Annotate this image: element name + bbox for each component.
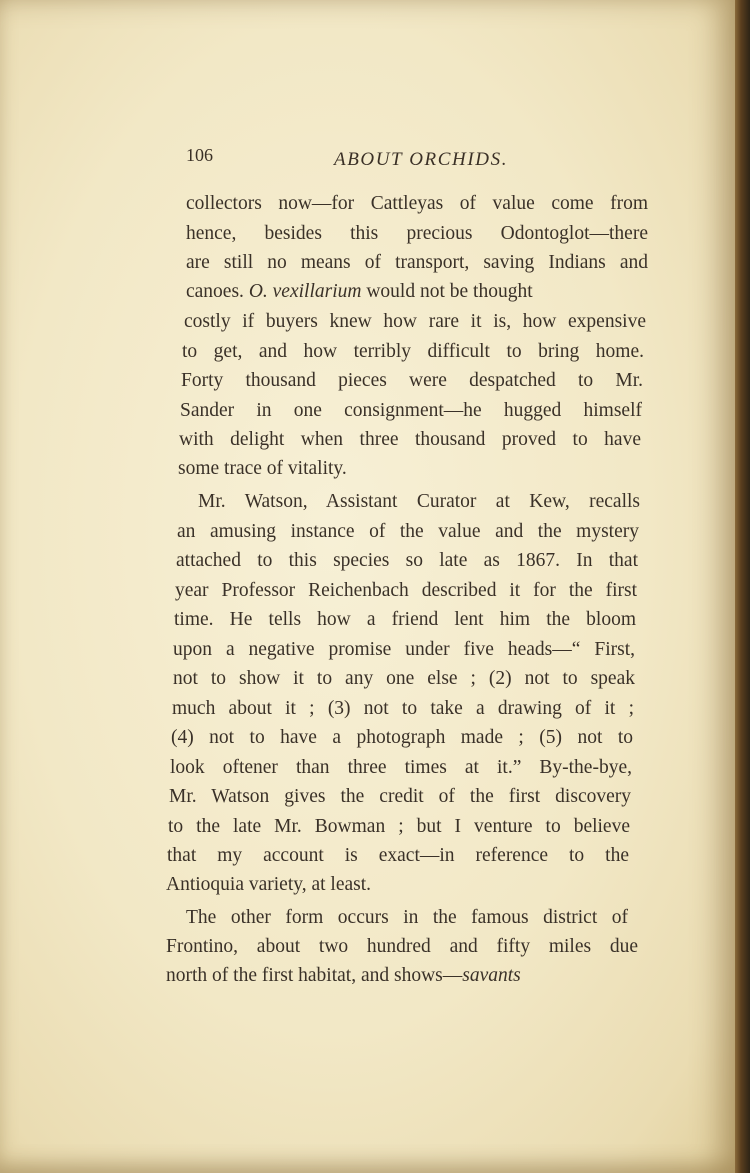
text-line: to get, and how terribly difficult to bring home. [182, 341, 644, 362]
text-line: Mr. Watson gives the credit of the first discovery [169, 786, 631, 807]
text-line: year Professor Reichenbach described it for the first [175, 580, 637, 601]
text-line: Antioquia variety, at least. [166, 874, 372, 895]
text-line: much about it ; (3) not to take a drawing of it ; [172, 698, 634, 719]
text-line: The other form occurs in the famous district of [186, 907, 628, 928]
text-line: Frontino, about two hundred and fifty miles due [166, 936, 638, 957]
line-text: would not be thought [361, 281, 533, 302]
text-line: an amusing instance of the value and the mystery [177, 521, 639, 542]
text-line: time. He tells how a friend lent him the bloom [174, 609, 636, 630]
species-name: O. vexillarium [248, 281, 362, 302]
text-line [186, 280, 648, 304]
text-line: upon a negative promise under five heads—“ First, [173, 639, 635, 660]
text-line: costly if buyers knew how rare it is, how expensive [184, 311, 646, 332]
text-line: (4) not to have a photograph made ; (5) not to [171, 727, 633, 748]
text-line [166, 964, 521, 988]
text-line: to the late Mr. Bowman ; but I venture to believe [168, 816, 630, 837]
text-line: attached to this species so late as 1867. In that [176, 550, 638, 571]
page-number: 106 [186, 145, 213, 165]
text-line: with delight when three thousand proved to have [179, 429, 641, 450]
text-line: look oftener than three times at it.” By-the-bye, [170, 757, 632, 778]
text-line: Sander in one consignment—he hugged himself [180, 400, 642, 421]
line-text: north of the first habitat, and shows— [166, 965, 463, 986]
text-line: hence, besides this precious Odontoglot—there [186, 223, 648, 244]
text-line: some trace of vitality. [178, 458, 347, 479]
text-line: Mr. Watson, Assistant Curator at Kew, recalls [198, 491, 640, 512]
text-line: not to show it to any one else ; (2) not to speak [173, 668, 635, 689]
page-header [186, 145, 656, 179]
text-line: that my account is exact—in reference to the [167, 845, 629, 866]
text-line: are still no means of transport, saving Indians and [186, 252, 648, 273]
text-line: collectors now—for Cattleyas of value come from [186, 193, 648, 214]
line-text: canoes. [186, 281, 249, 302]
book-spine-edge [735, 0, 750, 1173]
text-line: Forty thousand pieces were despatched to Mr. [181, 370, 643, 391]
running-head: ABOUT ORCHIDS. [334, 149, 509, 170]
italic-word: savants [462, 965, 521, 986]
